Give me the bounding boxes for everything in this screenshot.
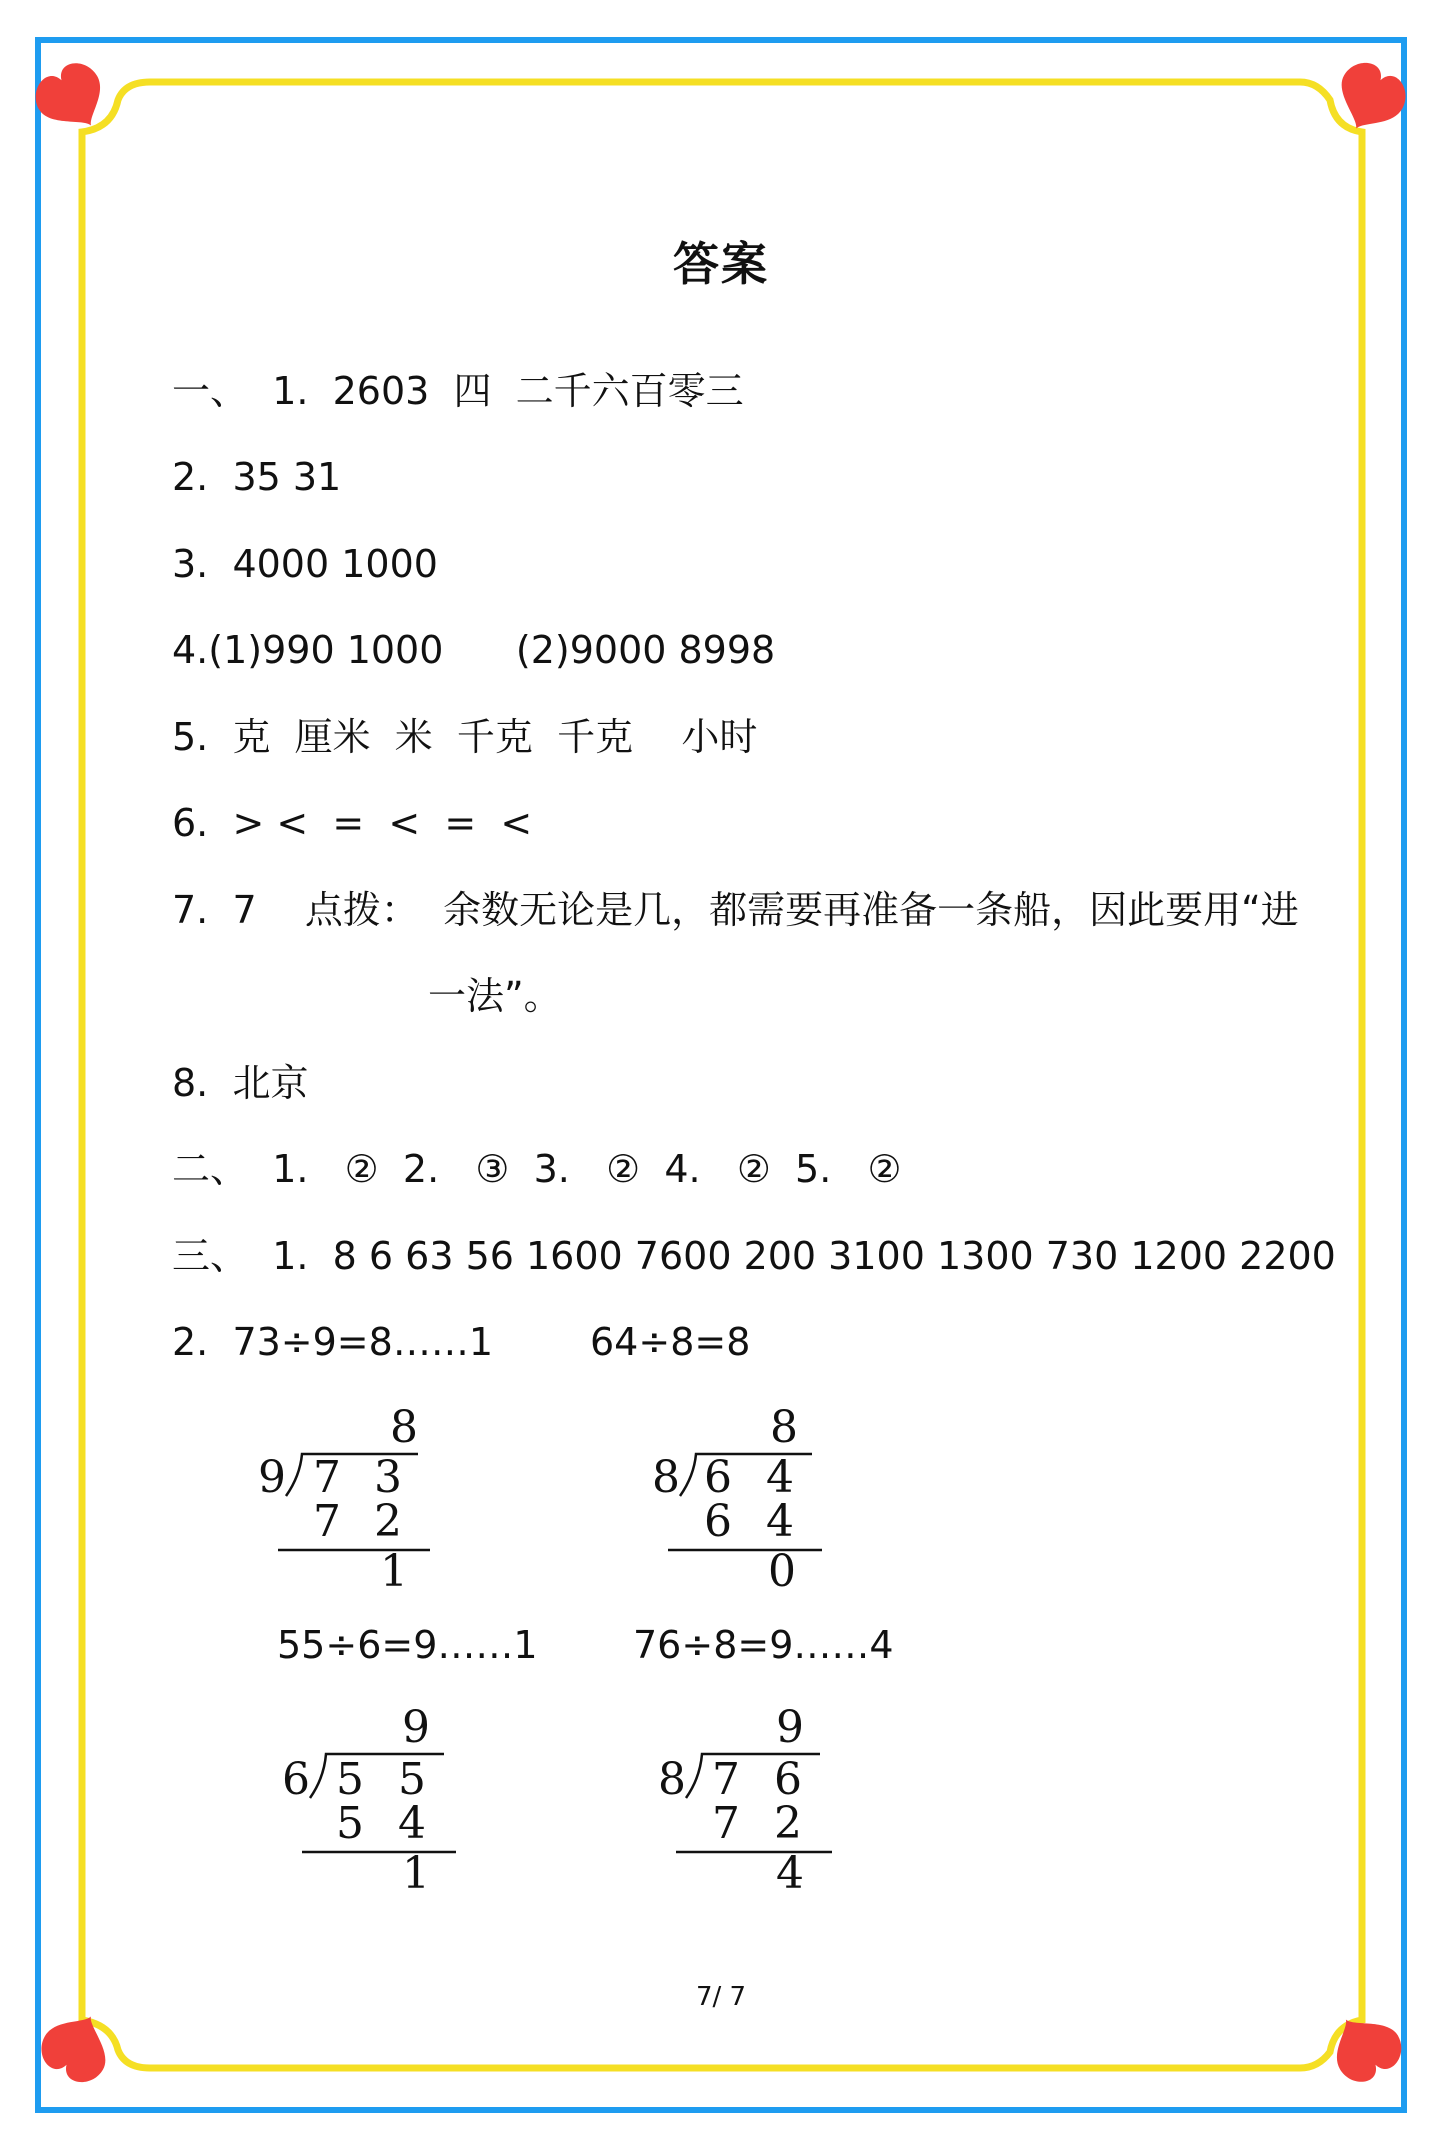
divisor: 9 (258, 1452, 286, 1503)
long-division-2 (640, 1390, 840, 1590)
long-division-3 (272, 1690, 472, 1890)
remainder: 1 (402, 1848, 430, 1890)
answer-line-3-2 (172, 1317, 493, 1367)
answer-text: (1)990 1000 (2)9000 8998 (208, 628, 776, 672)
answer-line-1-6 (172, 798, 532, 848)
remainder: 1 (380, 1546, 408, 1590)
quotient: 9 (776, 1702, 804, 1753)
product-digit: 7 (712, 1798, 740, 1849)
page-title: 答案 (673, 237, 769, 291)
answer-line-1-3 (172, 539, 438, 589)
answer-line-2 (172, 1144, 902, 1194)
item-number: 5. (172, 715, 209, 759)
quotient: 8 (770, 1402, 798, 1453)
dividend-digit: 5 (398, 1754, 426, 1805)
product-digit: 4 (766, 1496, 794, 1547)
divisor: 8 (658, 1754, 686, 1805)
answer-line-1-8 (172, 1058, 308, 1108)
item-number: 2. (172, 1320, 209, 1364)
remainder: 4 (776, 1848, 804, 1890)
item-number: 6. (172, 801, 209, 845)
dividend-digit: 4 (766, 1452, 794, 1503)
section-marker-1: 一、 (172, 369, 249, 413)
answer-text: 克 厘米 米 千克 千克 小时 (232, 715, 758, 759)
long-division-4 (646, 1690, 846, 1890)
answer-text: 北京 (232, 1061, 309, 1105)
answer-text: > < = < = < (232, 801, 533, 845)
answer-text: 35 31 (232, 455, 342, 499)
item-number: 7. (172, 888, 209, 932)
quotient: 9 (402, 1702, 430, 1753)
long-division-1 (250, 1390, 450, 1590)
item-number: 4. (172, 628, 209, 672)
answer-line-1-7 (172, 885, 1299, 935)
heart-icon (1324, 54, 1414, 143)
answer-line-1-1 (172, 366, 744, 416)
divisor: 6 (282, 1754, 310, 1805)
page-number: 7/ 7 (695, 1982, 747, 2012)
equation: 73÷9=8……1 (232, 1320, 494, 1364)
answer-line-1-7-cont: 一法”。 (428, 974, 562, 1018)
item-number: 2. (172, 455, 209, 499)
quotient: 8 (390, 1402, 418, 1453)
dividend-digit: 7 (313, 1452, 341, 1503)
item-number: 1. (272, 369, 309, 413)
dividend-digit: 7 (712, 1754, 740, 1805)
product-digit: 6 (704, 1496, 732, 1547)
answer-text: 1. ② 2. ③ 3. ② 4. ② 5. ② (272, 1147, 902, 1191)
divisor: 8 (652, 1452, 680, 1503)
product-digit: 2 (374, 1496, 402, 1547)
answer-text: 8 6 63 56 1600 7600 200 3100 1300 730 1200 2200 (332, 1234, 1336, 1278)
dividend-digit: 6 (704, 1452, 732, 1503)
section-marker-3: 三、 (172, 1234, 249, 1278)
dividend-digit: 5 (336, 1754, 364, 1805)
item-number: 8. (172, 1061, 209, 1105)
equation: 55÷6=9……1 (277, 1623, 538, 1667)
product-digit: 4 (398, 1798, 426, 1849)
equation: 76÷8=9……4 (633, 1623, 894, 1667)
answer-text: 2603 四 二千六百零三 (332, 369, 744, 413)
product-digit: 7 (313, 1496, 341, 1547)
section-marker-2: 二、 (172, 1147, 249, 1191)
equation: 64÷8=8 (590, 1320, 751, 1364)
dividend-digit: 3 (374, 1452, 402, 1503)
answer-line-1-4 (172, 625, 775, 675)
dividend-digit: 6 (774, 1754, 802, 1805)
answer-text: 7 点拨： 余数无论是几，都需要再准备一条船，因此要用“进 (232, 888, 1299, 932)
item-number: 3. (172, 542, 209, 586)
answer-text: 4000 1000 (232, 542, 438, 586)
answer-line-1-2 (172, 452, 341, 502)
item-number: 1. (272, 1234, 309, 1278)
heart-icon (33, 2001, 123, 2090)
remainder: 0 (768, 1546, 796, 1590)
product-digit: 2 (774, 1798, 802, 1849)
product-digit: 5 (336, 1798, 364, 1849)
answer-line-1-5 (172, 712, 757, 762)
answer-line-3-1 (172, 1231, 1336, 1281)
